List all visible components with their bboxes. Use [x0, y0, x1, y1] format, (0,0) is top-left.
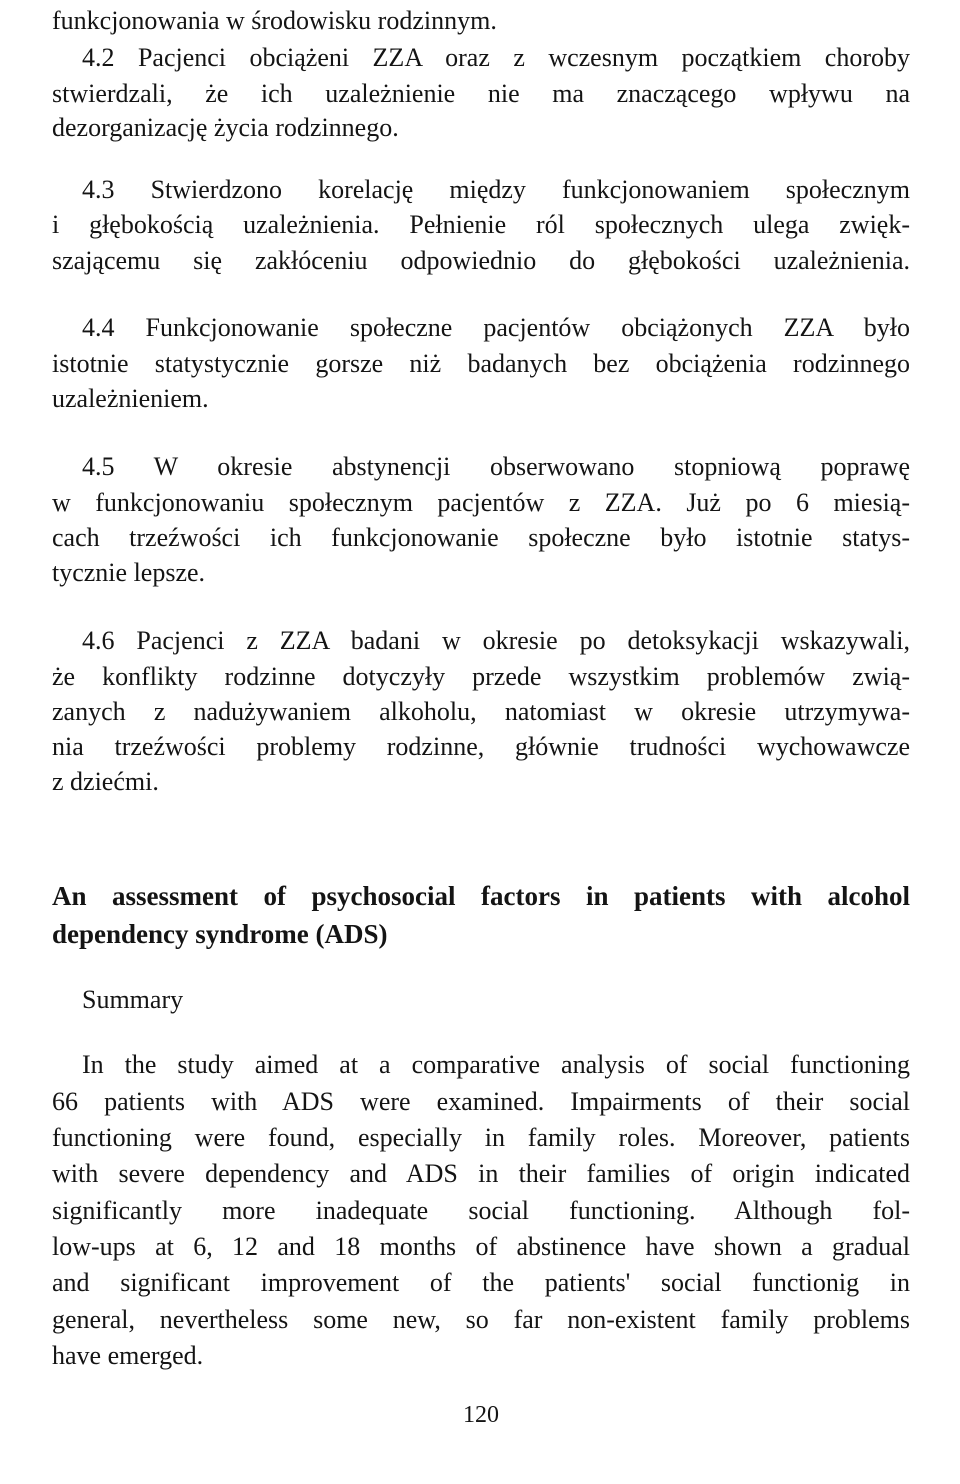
- page-number: 120: [463, 1402, 499, 1428]
- summary-title-line: dependency syndrome (ADS): [52, 919, 388, 949]
- conclusion-4-2-line: 4.2 Pacjenci obciążeni ZZA oraz z wczesnym początkiem choroby: [82, 43, 910, 72]
- summary-line: functioning were found, especially in family roles. Moreover, patients: [52, 1123, 910, 1152]
- conclusion-4-5-line: 4.5 W okresie abstynencji obserwowano stopniową poprawę: [82, 452, 910, 481]
- conclusion-4-3-line: szającemu się zakłóceniu odpowiednio do głębokości uzależnienia.: [52, 246, 910, 275]
- conclusion-4-5-line: cach trzeźwości ich funkcjonowanie społeczne było istotnie statys-: [52, 523, 910, 552]
- summary-line: low-ups at 6, 12 and 18 months of abstinence have shown a gradual: [52, 1232, 910, 1261]
- conclusion-4-2-line: stwierdzali, że ich uzależnienie nie ma znaczącego wpływu na: [52, 79, 910, 108]
- conclusion-4-3-line: 4.3 Stwierdzono korelację między funkcjonowaniem społecznym: [82, 175, 910, 204]
- summary-line: In the study aimed at a comparative analysis of social functioning: [82, 1050, 910, 1079]
- conclusion-4-6-line: z dziećmi.: [52, 767, 159, 796]
- conclusion-4-6-line: nia trzeźwości problemy rodzinne, głównie trudności wychowawcze: [52, 732, 910, 761]
- summary-title-line: An assessment of psychosocial factors in patients with alcohol: [52, 881, 910, 911]
- summary-line: 66 patients with ADS were examined. Impairments of their social: [52, 1087, 910, 1116]
- conclusion-4-2-line: dezorganizację życia rodzinnego.: [52, 113, 399, 142]
- summary-line: have emerged.: [52, 1341, 204, 1370]
- conclusion-4-5-line: tycznie lepsze.: [52, 558, 206, 587]
- summary-line: significantly more inadequate social functioning. Although fol-: [52, 1196, 910, 1225]
- summary-line: general, nevertheless some new, so far non-existent family problems: [52, 1305, 910, 1334]
- summary-label: Summary: [82, 985, 184, 1014]
- conclusion-4-4-line: uzależnieniem.: [52, 384, 209, 413]
- conclusion-4-5-line: w funkcjonowaniu społecznym pacjentów z ZZA. Już po 6 miesią-: [52, 488, 910, 517]
- conclusion-4-6-line: zanych z nadużywaniem alkoholu, natomiast w okresie utrzymywa-: [52, 697, 910, 726]
- summary-line: and significant improvement of the patients' social functionig in: [52, 1268, 910, 1297]
- conclusion-4-4-line: istotnie statystycznie gorsze niż badanych bez obciążenia rodzinnego: [52, 349, 910, 378]
- conclusion-4-4-line: 4.4 Funkcjonowanie społeczne pacjentów obciążonych ZZA było: [82, 313, 910, 342]
- paragraph-line: funkcjonowania w środowisku rodzinnym.: [52, 6, 497, 35]
- conclusion-4-6-line: że konflikty rodzinne dotyczyły przede wszystkim problemów zwią-: [52, 662, 910, 691]
- summary-line: with severe dependency and ADS in their families of origin indicated: [52, 1159, 910, 1188]
- conclusion-4-6-line: 4.6 Pacjenci z ZZA badani w okresie po detoksykacji wskazywali,: [82, 626, 910, 655]
- conclusion-4-3-line: i głębokością uzależnienia. Pełnienie ról społecznych ulega zwięk-: [52, 210, 910, 239]
